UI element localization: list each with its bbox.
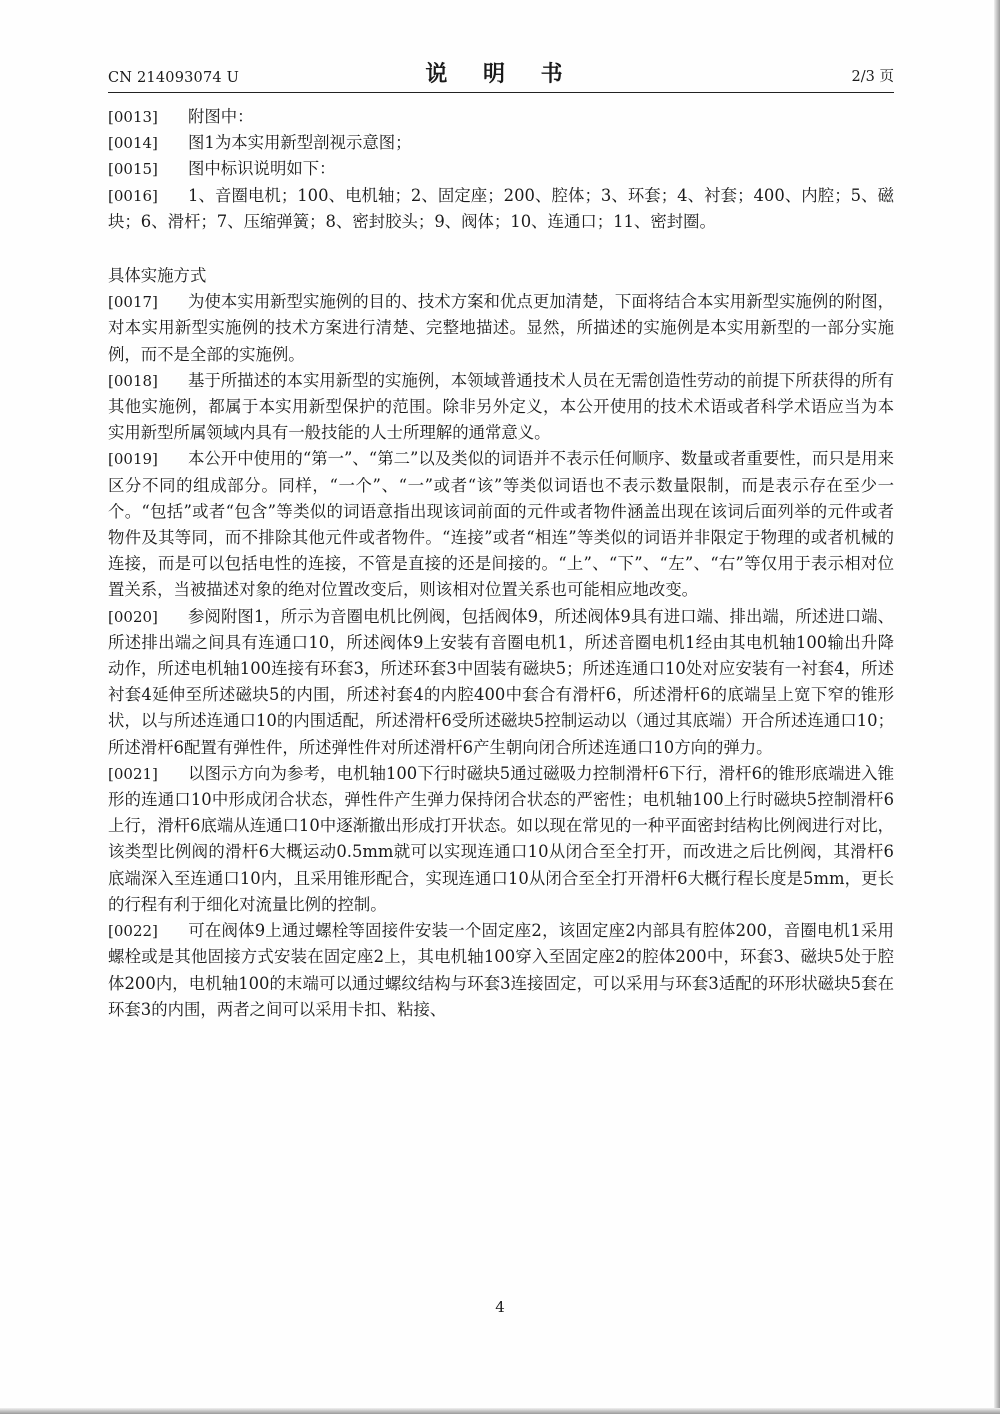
paragraph-text: 图1为本实用新型剖视示意图；	[188, 133, 412, 153]
paragraph-tag: [0019]	[108, 450, 158, 469]
document-body	[108, 104, 894, 1023]
document-title: 说 明 书	[425, 62, 577, 87]
paragraph-text: 1、音圈电机；100、电机轴；2、固定座；200、腔体；3、环套；4、衬套；400、内腔；5、磁块；6、滑杆；7、压缩弹簧；8、密封胶头；9、阀体；10、连通口；11、密封圈。	[108, 185, 894, 231]
paragraph-tag: [0017]	[108, 293, 158, 312]
paragraph-0020	[108, 604, 894, 761]
page-edge-shadow-bottom	[0, 1408, 1000, 1414]
paragraph-text: 本公开中使用的“第一”、“第二”以及类似的词语并不表示任何顺序、数量或者重要性，而只是用来区分不同的组成部分。同样，“一个”、“一”或者“该”等类似词语也不表示数量限制，而是表示存在至少一个。“包括”或者“包含”等类似的词语意指出现该词前面的元件或者物件涵盖出现在该词后面列举的元件或者物件及其等同，而不排除其他元件或者物件。“连接”或者“相连”等类似的词语并非限定于物理的或者机械的连接，而是可以包括电性的连接，不管是直接的还是间接的。“上”、“下”、“左”、“右”等仅用于表示相对位置关系，当被描述对象的绝对位置改变后，则该相对位置关系也可能相应地改变。	[108, 449, 894, 600]
paragraph-tag: [0016]	[108, 186, 158, 205]
paragraph-0016	[108, 183, 894, 235]
paragraph-0017	[108, 289, 894, 368]
paragraph-tag: [0013]	[108, 108, 158, 126]
page-number: 4	[495, 1298, 505, 1316]
page-edge-shadow-right	[994, 0, 1000, 1414]
paragraph-tag: [0020]	[108, 607, 158, 626]
paragraph-text: 基于所描述的本实用新型的实施例，本领域普通技术人员在无需创造性劳动的前提下所获得的所有其他实施例，都属于本实用新型保护的范围。除非另外定义，本公开使用的技术术语或者科学术语应当为本实用新型所属领域内具有一般技能的人士所理解的通常意义。	[108, 370, 894, 443]
paragraph-tag: [0021]	[108, 764, 158, 783]
patent-number: CN 214093074 U	[108, 70, 240, 86]
paragraph-tag: [0018]	[108, 371, 158, 390]
paragraph-text: 为使本实用新型实施例的目的、技术方案和优点更加清楚，下面将结合本实用新型实施例的附图，对本实用新型实施例的技术方案进行清楚、完整地描述。显然，所描述的实施例是本实用新型的一部分实施例，而不是全部的实施例。	[108, 292, 894, 364]
page-indicator: 2/3 页	[851, 69, 894, 85]
paragraph-text: 以图示方向为参考，电机轴100下行时磁块5通过磁吸力控制滑杆6下行，滑杆6的锥形底端进入锥形的连通口10中形成闭合状态，弹性件产生弹力保持闭合状态的严密性；电机轴100上行时磁块5控制滑杆6上行，滑杆6底端从连通口10中逐渐撤出形成打开状态。如以现在常见的一种平面密封结构比例阀进行对比，该类型比例阀的滑杆6大概运动0.5mm就可以实现连通口10从闭合至全打开，而改进之后比例阀，其滑杆6底端深入至连通口10内，且采用锥形配合，实现连通口10从闭合至全打开滑杆6大概行程长度是5mm，更长的行程有利于细化对流量比例的控制。	[108, 763, 894, 914]
paragraph-0015	[108, 156, 894, 182]
paragraph-0014	[108, 130, 894, 156]
paragraph-text: 参阅附图1，所示为音圈电机比例阀，包括阀体9，所述阀体9具有进口端、排出端，所述进口端、所述排出端之间具有连通口10，所述阀体9上安装有音圈电机1，所述音圈电机1经由其电机轴100输出升降动作，所述电机轴100连接有环套3，所述环套3中固装有磁块5；所述连通口10处对应安装有一衬套4，所述衬套4延伸至所述磁块5的内围，所述衬套4的内腔400中套合有滑杆6，所述滑杆6的底端呈上宽下窄的锥形状，以与所述连通口10的内围适配，所述滑杆6受所述磁块5控制运动以（通过其底端）开合所述连通口10；所述滑杆6配置有弹性件，所述弹性件对所述滑杆6产生朝向闭合所述连通口10方向的弹力。	[108, 606, 894, 757]
paragraph-text: 图中标识说明如下：	[188, 159, 336, 179]
paragraph-text: 附图中：	[188, 107, 254, 126]
paragraph-0013	[108, 104, 894, 130]
paragraph-0019	[108, 446, 894, 603]
paragraph-0022	[108, 918, 894, 1023]
section-heading: 具体实施方式	[108, 266, 207, 286]
paragraph-tag: [0022]	[108, 922, 158, 941]
paragraph-tag: [0014]	[108, 134, 158, 153]
paragraph-0021	[108, 761, 894, 918]
paragraph-tag: [0015]	[108, 160, 158, 179]
paragraph-0018	[108, 368, 894, 447]
paragraph-text: 可在阀体9上通过螺栓等固接件安装一个固定座2，该固定座2内部具有腔体200，音圈电机1采用螺栓或是其他固接方式安装在固定座2上，其电机轴100穿入至固定座2的腔体200中，环套3、磁块5处于腔体200内，电机轴100的末端可以通过螺纹结构与环套3连接固定，可以采用与环套3适配的环形状磁块5套在环套3的内围，两者之间可以采用卡扣、粘接、	[108, 921, 894, 1019]
page-header	[108, 60, 894, 93]
section-spacer	[108, 235, 894, 263]
